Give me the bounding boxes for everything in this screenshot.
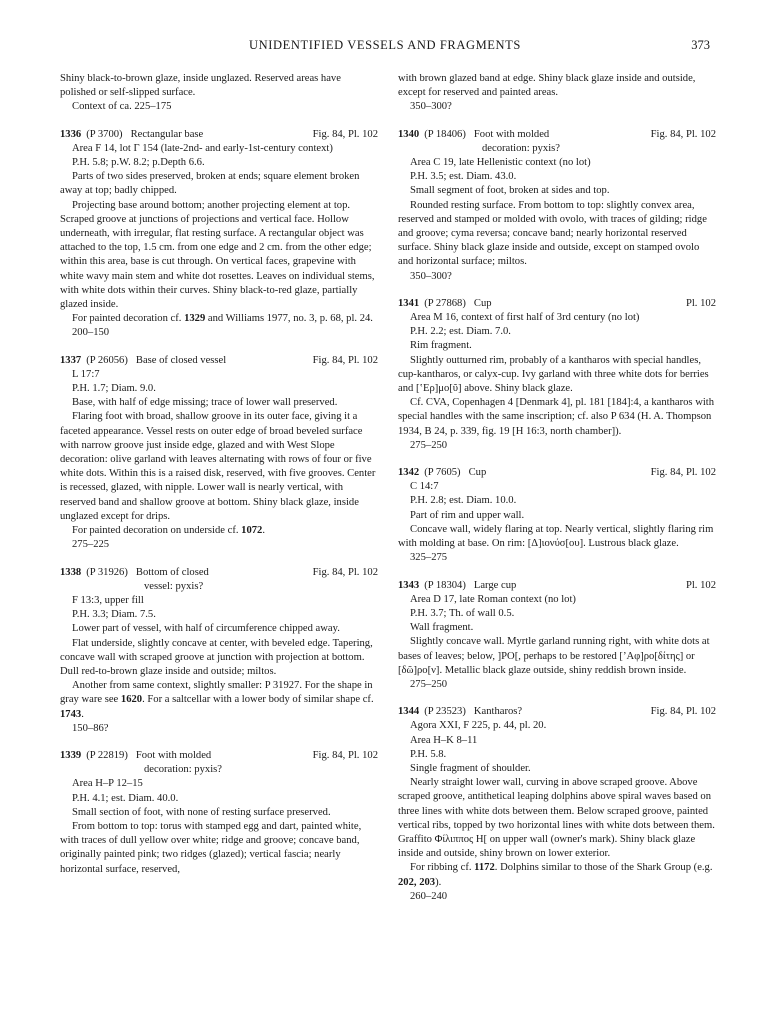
entry-date: 350–300?	[410, 270, 452, 282]
catalog-cross-reference: 1743	[60, 708, 82, 720]
entry-number: 1339	[60, 749, 82, 761]
entry-title: Base of closed vessel	[135, 354, 227, 366]
catalog-entry-1337	[60, 354, 378, 553]
entry-dimensions: P.H. 2.8; est. Diam. 10.0.	[410, 495, 517, 507]
entry-location: F 13:3, upper fill	[72, 594, 144, 606]
entry-date: 260–240	[410, 890, 448, 902]
entry-title-continued: decoration: pyxis?	[482, 142, 560, 154]
figure-reference: Fig. 84, Pl. 102	[312, 749, 378, 761]
figure-reference: Fig. 84, Pl. 102	[650, 706, 716, 718]
entry-heading	[398, 579, 716, 593]
inventory-number: (P 27868)	[424, 297, 466, 309]
entry-title: Kantharos?	[473, 706, 523, 718]
page-number: 373	[691, 38, 710, 52]
inventory-number: (P 26056)	[86, 354, 128, 366]
entry-description: From bottom to top: torus with stamped egg and dart, painted white, with traces of dull yellow over white; ridge and groove; concave band, originally painted pink; two ridges (glazed); vertical fascia; nearly horizontal surface, reserved,	[60, 820, 362, 875]
entry-description: Rounded resting surface. From bottom to top: slightly convex area, reserved and stamped or molded with ovolo, with traces of gilding; ridge and groove; cyma reversa; concave band; nearly horizontal reserved surface. Shiny black glaze inside and outside, except on stamped ovolo and horizontal surface; miltos.	[398, 199, 707, 268]
entry-comparison	[60, 312, 378, 326]
continuation-1339	[398, 72, 716, 115]
entry-number: 1343	[398, 579, 420, 591]
entry-heading	[60, 749, 378, 763]
entry-date: 350–300?	[410, 101, 452, 113]
entry-location: Area M 16, context of first half of 3rd century (no lot)	[410, 312, 640, 324]
left-column	[60, 72, 378, 877]
catalog-entry-1342	[398, 466, 716, 565]
inventory-number: (P 22819)	[86, 749, 128, 761]
right-column	[398, 72, 716, 904]
comparison-text: and Williams 1977, no. 3, p. 68, pl. 24.	[205, 313, 373, 325]
entry-dimensions: P.H. 5.8; p.W. 8.2; p.Depth 6.6.	[72, 157, 205, 169]
inventory-number: (P 18406)	[424, 128, 466, 140]
entry-description: Concave wall, widely flaring at top. Nearly vertical, slightly flaring rim with molding at base. On rim: [Δ]ιονύσ[ου]. Lustrous black glaze.	[398, 523, 714, 550]
entry-dimensions: P.H. 3.5; est. Diam. 43.0.	[410, 171, 517, 183]
inventory-number: (P 7605)	[424, 467, 461, 479]
entry-date: 275–225	[72, 539, 110, 551]
entry-heading	[398, 705, 716, 719]
figure-reference: Pl. 102	[685, 579, 716, 591]
entry-heading	[398, 297, 716, 311]
entry-description: Slightly concave wall. Myrtle garland running right, with white dots at bases of leaves; below, ]ΡΟ[, perhaps to be restored [ʼΑφ]ρο[δίτης] or [δῶ]ρο[ν]. Metallic black glaze outside, shiny reddish brown inside.	[398, 636, 710, 676]
entry-number: 1344	[398, 706, 420, 718]
catalog-entry-1339	[60, 749, 378, 877]
entry-location: L 17:7	[72, 368, 100, 380]
entry-description: Projecting base around bottom; another projecting element at top. Scraped groove at junctions of projections and vertical face. Hollow underneath, with irregular, flat resting surface. A rectangular object was attached to the top, 1.5 cm. from one edge and 2 cm. from the other edge; within this area, base is cut through. On vertical faces, grapevine with white wavy main stem and white dot rosettes. Leaves on individual stems, with white dots within their curves. Shiny black-to-red glaze, partially glazed inside.	[60, 199, 375, 311]
entry-description: Small section of foot, with none of resting surface preserved.	[72, 806, 331, 818]
entry-comparison	[60, 524, 378, 538]
entry-number: 1338	[60, 566, 82, 578]
figure-reference: Fig. 84, Pl. 102	[312, 354, 378, 366]
comparison-text: .	[262, 525, 265, 537]
entry-number: 1336	[60, 128, 82, 140]
entry-date: 275–250	[410, 439, 448, 451]
entry-title: Foot with molded	[473, 128, 550, 140]
comparison-text: For painted decoration cf.	[72, 313, 185, 325]
entry-date: 275–250	[410, 678, 448, 690]
entry-location: Area D 17, late Roman context (no lot)	[410, 593, 576, 605]
comparison-text: . For a saltcellar with a lower body of similar shape cf.	[142, 694, 374, 706]
entry-heading	[398, 466, 716, 480]
entry-description: Small segment of foot, broken at sides and top.	[410, 185, 610, 197]
catalog-entry-1338	[60, 566, 378, 736]
intro-continuation	[60, 72, 378, 115]
inventory-number: (P 3700)	[86, 128, 123, 140]
entry-location: Area H–K 8–11	[410, 734, 478, 746]
entry-comparison	[398, 861, 716, 889]
comparison-text: . Dolphins similar to those of the Shark Group (e.g.	[494, 862, 713, 874]
entry-description: Flat underside, slightly concave at center, with beveled edge. Tapering, concave wall with scraped groove at junction with projection at bottom. Dull red-to-brown glaze inside and outside; miltos.	[60, 637, 373, 677]
comparison-text: .	[81, 708, 84, 720]
entry-title: Large cup	[473, 579, 517, 591]
entry-publication: Agora XXI, F 225, p. 44, pl. 20.	[410, 720, 547, 732]
entry-dimensions: P.H. 5.8.	[410, 748, 447, 760]
entry-location: Area F 14, lot Γ 154 (late-2nd- and early-1st-century context)	[72, 142, 333, 154]
inventory-number: (P 18304)	[424, 579, 466, 591]
continuation-text: with brown glazed band at edge. Shiny black glaze inside and outside, except for reserved and painted areas.	[398, 73, 696, 99]
entry-dimensions: P.H. 3.3; Diam. 7.5.	[72, 609, 156, 621]
catalog-entry-1340	[398, 128, 716, 284]
entry-dimensions: P.H. 4.1; est. Diam. 40.0.	[72, 792, 179, 804]
entry-description: Slightly outturned rim, probably of a kantharos with special handles, cup-kantharos, or calyx-cup. Ivy garland with three white dots for berries and [ʽΕρ]μο[ῦ] above. Shiny black glaze.	[398, 354, 709, 395]
entry-description: Base, with half of edge missing; trace of lower wall preserved.	[72, 397, 338, 409]
entry-heading	[60, 566, 378, 580]
entry-comparison: Cf. CVA, Copenhagen 4 [Denmark 4], pl. 181 [184]:4, a kantharos with special handles with the same inscription; cf. also P 634 (H. A. Thompson 1934, B 24, p. 339, fig. 19 [H 16:3, north chamber]).	[398, 397, 715, 437]
entry-location: C 14:7	[410, 481, 439, 493]
entry-location: Area C 19, late Hellenistic context (no lot)	[410, 157, 591, 169]
figure-reference: Fig. 84, Pl. 102	[650, 467, 716, 479]
catalog-entry-1344	[398, 705, 716, 904]
entry-location: Area H–P 12–15	[72, 778, 143, 790]
entry-description: Wall fragment.	[410, 622, 474, 634]
comparison-text: For ribbing cf.	[410, 862, 475, 874]
intro-context: Context of ca. 225–175	[72, 101, 172, 113]
entry-date: 325–275	[410, 552, 448, 564]
entry-number: 1340	[398, 128, 420, 140]
entry-description: Parts of two sides preserved, broken at ends; square element broken away at top; badly chipped.	[60, 171, 360, 197]
entry-title: Rectangular base	[130, 128, 204, 140]
entry-description: Flaring foot with broad, shallow groove in its outer face, giving it a faceted appearance. Vessel rests on outer edge of broad beveled surface with narrow groove just inside edge, glazed and with West Slope decoration: olive garland with leaves alternating with rows of four or five white dots. Within this is a raised disk, reserved, with five grooves. Center is recessed, glazed, with nipple. Lower wall is nearly vertical, with reserved band and shallow groove at bottom. Shiny black glaze, inside unglazed except for drips.	[60, 411, 376, 522]
entry-description: Rim fragment.	[410, 340, 472, 352]
running-head: UNIDENTIFIED VESSELS AND FRAGMENTS	[249, 38, 521, 52]
entry-description: Lower part of vessel, with half of circumference chipped away.	[72, 623, 340, 635]
entry-date: 150–86?	[72, 722, 109, 734]
entry-dimensions: P.H. 3.7; Th. of wall 0.5.	[410, 607, 515, 619]
entry-title-continued: vessel: pyxis?	[144, 580, 204, 592]
comparison-text: ).	[435, 876, 442, 888]
entry-title: Cup	[468, 467, 487, 479]
figure-reference: Fig. 84, Pl. 102	[312, 128, 378, 140]
catalog-cross-reference: 1172	[474, 862, 495, 874]
catalog-entry-1341	[398, 297, 716, 453]
entry-title: Bottom of closed	[135, 566, 209, 578]
catalog-cross-reference: 202, 203	[398, 876, 436, 888]
entry-number: 1341	[398, 297, 420, 309]
inventory-number: (P 31926)	[86, 566, 128, 578]
figure-reference: Fig. 84, Pl. 102	[312, 566, 378, 578]
catalog-cross-reference: 1072	[241, 525, 263, 537]
figure-reference: Pl. 102	[685, 297, 716, 309]
inventory-number: (P 23523)	[424, 706, 466, 718]
figure-reference: Fig. 84, Pl. 102	[650, 128, 716, 140]
catalog-entry-1336	[60, 128, 378, 341]
entry-comparison	[60, 679, 378, 722]
page-header	[60, 38, 710, 54]
catalog-cross-reference: 1329	[184, 313, 206, 325]
entry-number: 1337	[60, 354, 82, 366]
entry-dimensions: P.H. 1.7; Diam. 9.0.	[72, 383, 156, 395]
entry-number: 1342	[398, 467, 420, 479]
entry-description: Single fragment of shoulder.	[410, 762, 531, 774]
entry-title: Foot with molded	[135, 749, 212, 761]
entry-dimensions: P.H. 2.2; est. Diam. 7.0.	[410, 326, 511, 338]
entry-title-continued: decoration: pyxis?	[144, 764, 222, 776]
comparison-text: For painted decoration on underside cf.	[72, 525, 242, 537]
entry-description: Nearly straight lower wall, curving in above scraped groove. Above scraped groove, antithetical leaping dolphins above spiral waves based on three lines with white dots between them. Below scraped groove, painted vertical ribs, topped by two horizontal lines with white dots between them. Graffito Φίλιππος Η[ on upper wall (owner's mark). Shiny black glaze inside and outside, shiny brown on lower exterior.	[398, 777, 715, 860]
comparison-text: Another from same context, slightly smaller: P 31927. For the shape in gray ware see	[60, 680, 373, 706]
entry-heading	[60, 354, 378, 368]
intro-text: Shiny black-to-brown glaze, inside unglazed. Reserved areas have polished or self-slipped surface.	[60, 73, 341, 99]
entry-heading	[60, 128, 378, 142]
catalog-entry-1343	[398, 579, 716, 693]
entry-heading	[398, 128, 716, 142]
entry-title: Cup	[473, 297, 492, 309]
catalog-cross-reference: 1620	[120, 694, 143, 706]
entry-description: Part of rim and upper wall.	[410, 509, 525, 521]
entry-date: 200–150	[72, 327, 110, 339]
